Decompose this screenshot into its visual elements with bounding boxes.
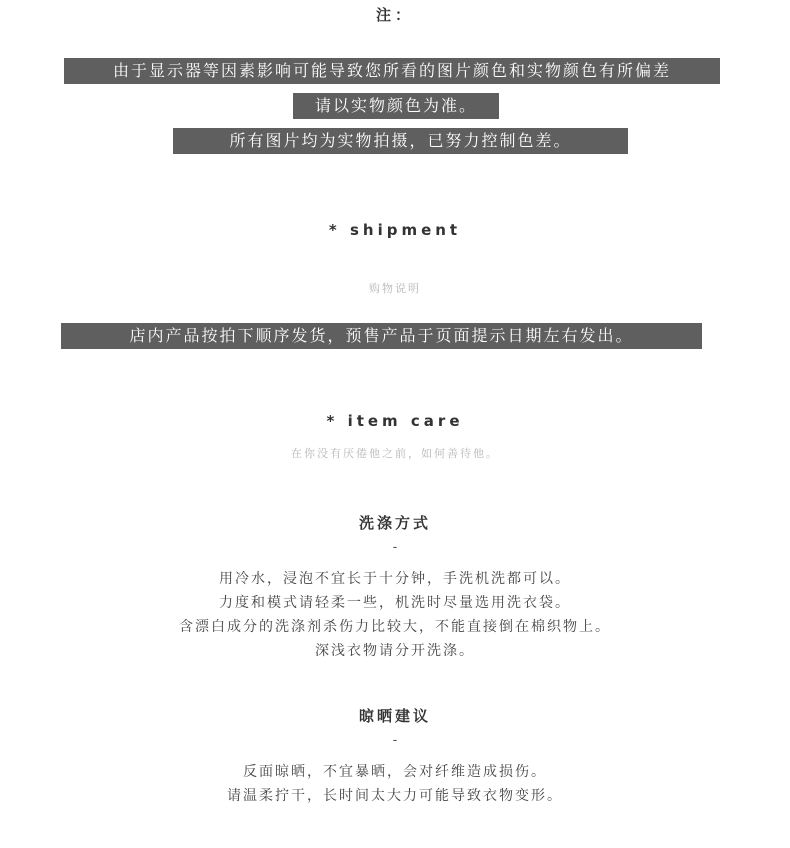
note-banner-color-difference: 由于显示器等因素影响可能导致您所看的图片颜色和实物颜色有所偏差 xyxy=(64,58,720,84)
washing-title: 洗涤方式 xyxy=(358,514,431,532)
washing-line: 力度和模式请轻柔一些，机洗时尽量选用洗衣袋。 xyxy=(219,595,571,611)
note-banner-actual-color: 请以实物颜色为准。 xyxy=(293,93,499,119)
drying-title: 晾晒建议 xyxy=(358,707,431,725)
note-title: 注： xyxy=(375,6,414,24)
washing-line: 含漂白成分的洗涤剂杀伤力比较大，不能直接倒在棉织物上。 xyxy=(179,619,611,635)
drying-divider: - xyxy=(392,733,398,748)
item-care-subtitle: 在你没有厌倦他之前，如何善待他。 xyxy=(291,447,499,460)
shipment-banner: 店内产品按拍下顺序发货，预售产品于页面提示日期左右发出。 xyxy=(61,323,702,349)
drying-line: 反面晾晒，不宜暴晒，会对纤维造成损伤。 xyxy=(243,764,547,780)
shipment-heading: * shipment xyxy=(328,221,462,239)
washing-line: 用冷水，浸泡不宜长于十分钟，手洗机洗都可以。 xyxy=(219,571,571,587)
shipment-subtitle: 购物说明 xyxy=(369,282,421,295)
note-banner-photos: 所有图片均为实物拍摄，已努力控制色差。 xyxy=(173,128,628,154)
washing-divider: - xyxy=(392,540,398,555)
item-care-heading: * item care xyxy=(326,412,464,430)
washing-line: 深浅衣物请分开洗涤。 xyxy=(315,643,475,659)
drying-line: 请温柔拧干，长时间太大力可能导致衣物变形。 xyxy=(227,788,563,804)
